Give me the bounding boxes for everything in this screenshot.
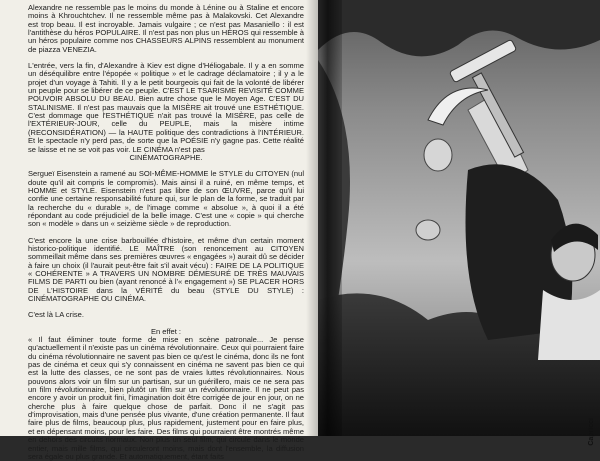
en-effet-line: En effet :: [150, 326, 182, 336]
cinematographe-line: CINÉMATOGRAPHE.: [129, 152, 203, 162]
text-column: [28, 4, 304, 461]
paragraph-alexandre: Alexandre ne ressemble pas le moins du monde à Lénine ou à Staline et encore moins à Khrouchtchev. Il ne ressemble même pas à Malakovski. Cet Alexandre est trop beau. Il est incroyable. Jamais vulgaire ; ce n'est pas Masaniello : il est l'antithèse du héros POPULAIRE. Il n'est pas non plus un HÉROS qui ressemble à un héros populaire comme nos CHASSEURS ALPINS ressemblent au monument de piazza VENEZIA.: [28, 3, 304, 54]
protest-photo: [318, 0, 600, 436]
fist: [424, 139, 452, 171]
crisis-line: C'est là LA crise.: [28, 310, 84, 320]
photo-credit: Capricci: [588, 418, 595, 446]
paragraph-tsarisme: L'entrée, vers la fin, d'Alexandre à Kiev est digne d'Héliogabale. Il y a en somme un déséquilibre entre l'épopée « politique » et le cadrage déclamatoire ; il y a le projet d'un voyage à Tahiti. Il y a le petit bourgeois qui fait de la volonté de libérer un peuple pour se libérer de ce peuple. C'EST LE TSARISME REVISITÉ COMME POUVOIR ABSOLU DU BEAU. Bien autre chose que le Moyen Age. C'EST DU STALINISME. Il n'est pas mauvais que la MISÈRE ait trouvé une ESTHÉTIQUE. C'est dommage que l'ESTHÉTIQUE n'ait pas trouvé la MISÈRE, pas celle de l'EXTÉRIEUR-JOUR, celle du PEUPLE, mais la misère intime (RECONSIDÉRATION) — la HAUTE politique des contradictions à l'INTÉRIEUR. Et le spectacle n'y perd pas, de sorte que la POÉSIE n'y gagne pas. Cette réalité se laisse et ne se voit pas voir. LE CINÉMA n'est pas: [28, 61, 304, 154]
photo-page: [318, 0, 600, 446]
second-hand: [416, 220, 440, 240]
shirt-collar: [538, 290, 600, 360]
paragraph-crise: C'est encore la une crise barbouillée d'histoire, et même d'un certain moment historico-politique identifié. LE MAÎTRE (son renoncement au CITOYEN sommeillait même dans ses premières œuvres « engagées ») aurait dû se décider à faire un choix (il l'aurait peut-être fait s'il avait vécu) : FAIRE DE LA POLITIQUE « COHÉRENTE » A TRAVERS UN NOMBRE DÉMESURÉ DE TRÈS MAUVAIS FILMS DE PARTI ou bien (ayant renoncé à l'« engagement ») SE PLACER HORS DE L'HISTOIRE dans la VÉRITÉ du beau (STYLE DU STYLE) : CINÉMATOGRAPHE OU CINÉMA.: [28, 235, 304, 303]
paragraph-eisenstein: Sergueï Eisenstein a ramené au SOI-MÊME-HOMME le STYLE du CITOYEN (nul doute qu'il ait compris le compromis). Mais ainsi il a ruiné, en même temps, et HOMME et STYLE. Eisenstein n'est pas libre de son ŒUVRE, parce qu'il lui confie une certaine responsabilité future qui, sur le plan de la forme, se traduit par la recherche du « durable », de l'image comme « absolue », à quoi il a été répondant au code préjudiciel de la belle image. C'est une « copie » qui cherche son « modèle » dans un « seizième siècle » de reproduction.: [28, 169, 304, 229]
paragraph-cinema-revolutionnaire: « Il faut éliminer toute forme de mise en scène patronale... Je pense qu'actuellement il n'existe pas un cinéma révolutionnaire. Ceux qui pourraient faire du cinéma révolutionnaire ne savent pas bien ce qu'est le cinéma, donc ils ne font pas de cinéma et ceux qui s'y connaissent en cinéma ne savent pas bien ce qui est la lutte des classes, ce ne sont pas de vraies luttes révolutionnaires. Nous pouvons alors voir un film sur un partisan, sur un guérillero, mais ce ne sera pas un film révolutionnaire, bien plutôt un film sur un révolutionnaire. Il ne peut pas encore y avoir un produit fini, l'imagination doit être corrigée de jour en jour, on ne cherche plus à faire quelque chose de parfait. Donc il ne s'agit pas d'improvisation, mais d'une pensée plus vivante, d'une création permanente. Il faut faire plus de films, beaucoup plus, plus rapidement, justement pour en faire plus, et en dépensant moins, pour les faire. Des films qui pourraient être montrés même en dehors des circuits normaux. Non plus un seul film, qui circule dans le monde entier, mais mille films, qui circuleront moins, mais dont l'ensemble, la diffusion sera égale ou plus grande. Et automatiquement, étant faits: [28, 335, 304, 461]
